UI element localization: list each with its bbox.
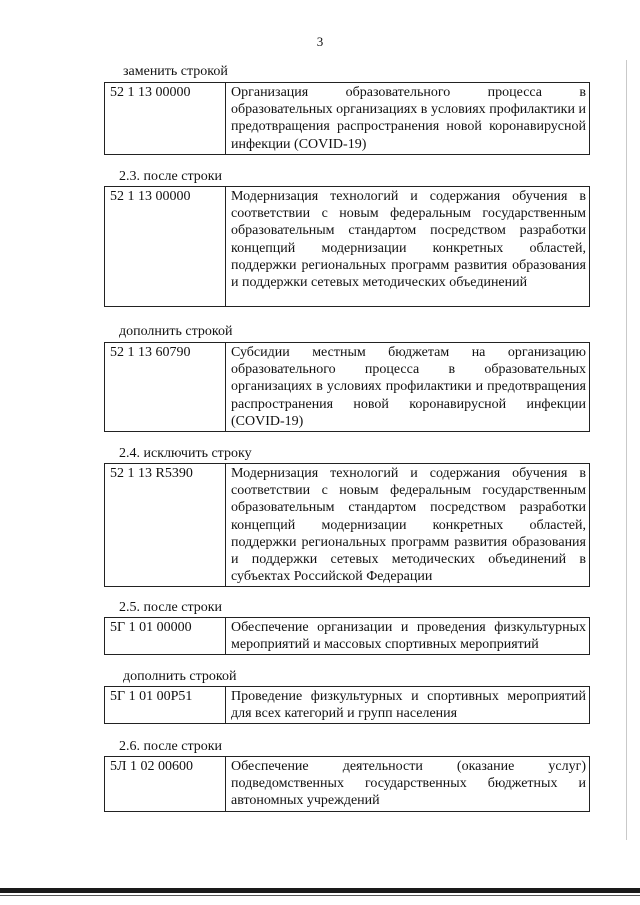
- instruction-label: заменить строкой: [123, 64, 228, 79]
- budget-code-cell: 52 1 13 60790: [105, 343, 226, 432]
- instruction-label: дополнить строкой: [123, 669, 237, 684]
- budget-code-cell: 5Г 1 01 00Р51: [105, 687, 226, 724]
- budget-code-cell: 52 1 13 R5390: [105, 464, 226, 587]
- budget-description-cell: Проведение физкультурных и спортивных мероприятий для всех категорий и групп населения: [226, 687, 590, 724]
- instruction-label: 2.4. исключить строку: [119, 446, 252, 461]
- budget-row-table: [104, 463, 590, 587]
- budget-description-cell: Организация образовательного процесса в образовательных организациях в условиях профилактики и предотвращения распространения новой коронавирусной инфекции (COVID-19): [226, 83, 590, 155]
- budget-code-cell: 52 1 13 00000: [105, 187, 226, 307]
- budget-row-table: [104, 82, 590, 155]
- instruction-label: 2.6. после строки: [119, 739, 223, 754]
- budget-code-cell: 5Г 1 01 00000: [105, 618, 226, 655]
- budget-description-cell: Обеспечение деятельности (оказание услуг) подведомственных государственных бюджетных и автономных учреждений: [226, 757, 590, 812]
- budget-description-cell: Субсидии местным бюджетам на организацию образовательного процесса в образовательных организациях в условиях профилактики и предотвращения распространения новой коронавирусной инфекции (COVID-19): [226, 343, 590, 432]
- budget-row-table: [104, 186, 590, 307]
- budget-description-cell: Модернизация технологий и содержания обучения в соответствии с новым федеральным государственным образовательным стандартом посредством разработки концепций модернизации конкретных областей, поддержки региональных программ развития образования и поддержки сетевых методических объединений в субъектах Российской Федерации: [226, 464, 590, 587]
- instruction-label: 2.5. после строки: [119, 600, 223, 615]
- budget-row-table: [104, 686, 590, 724]
- budget-row-table: [104, 756, 590, 812]
- budget-description-cell: Обеспечение организации и проведения физкультурных мероприятий и массовых спортивных мероприятий: [226, 618, 590, 655]
- instruction-label: дополнить строкой: [119, 324, 233, 339]
- budget-description-cell: Модернизация технологий и содержания обучения в соответствии с новым федеральным государственным образовательным стандартом посредством разработки концепций модернизации конкретных областей, поддержки региональных программ развития образования и поддержки сетевых методических объединений: [226, 187, 590, 307]
- budget-code-cell: 52 1 13 00000: [105, 83, 226, 155]
- budget-row-table: [104, 617, 590, 655]
- page-number: 3: [316, 34, 324, 49]
- budget-code-cell: 5Л 1 02 00600: [105, 757, 226, 812]
- scan-edge-line: [626, 60, 627, 840]
- budget-row-table: [104, 342, 590, 432]
- instruction-label: 2.3. после строки: [119, 169, 223, 184]
- scan-bottom-line: [0, 895, 640, 896]
- scan-bottom-edge: [0, 888, 640, 893]
